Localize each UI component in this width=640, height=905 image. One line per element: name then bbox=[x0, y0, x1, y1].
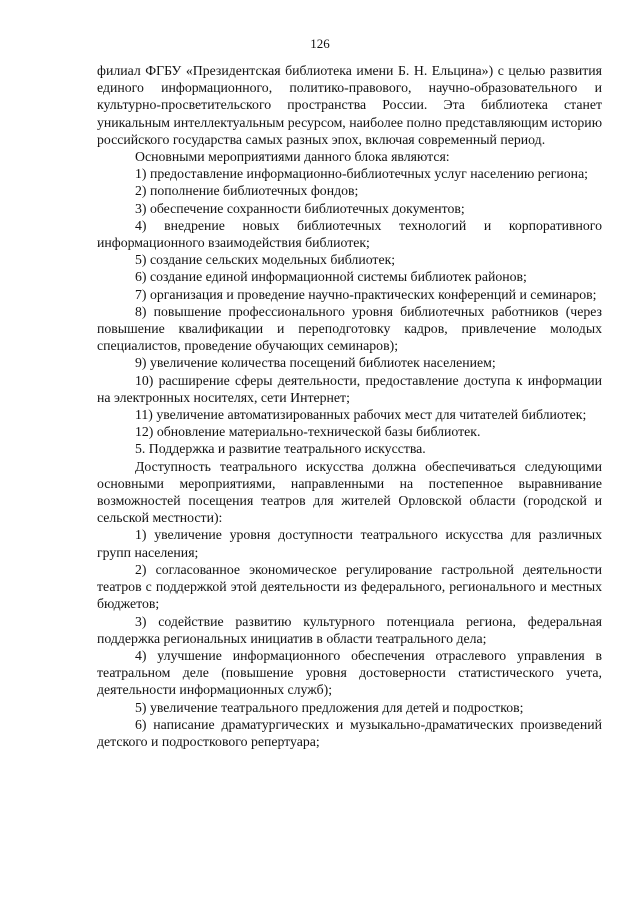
paragraph: 8) повышение профессионального уровня библиотечных работников (через повышение квалификации и переподготовку кадров, привлечение молодых специалистов, проведение обучающих семинаров); bbox=[97, 303, 602, 354]
paragraph: 3) содействие развитию культурного потенциала региона, федеральная поддержка региональных инициатив в области театрального дела; bbox=[97, 613, 602, 646]
paragraph: 2) согласованное экономическое регулирование гастрольной деятельности театров с поддержкой этой деятельности из федерального, регионального и местных бюджетов; bbox=[97, 561, 602, 612]
paragraph: Доступность театрального искусства должна обеспечиваться следующими основными мероприятиями, направленными на постепенное выравнивание возможностей посещения театров для жителей Орловской области (городской и сельской местности): bbox=[97, 458, 602, 526]
paragraph: 6) создание единой информационной системы библиотек районов; bbox=[135, 269, 527, 285]
paragraph: 9) увеличение количества посещений библиотек населением; bbox=[135, 355, 496, 371]
paragraph: филиал ФГБУ «Президентская библиотека имени Б. Н. Ельцина») с целью развития единого информационного, политико-правового, научно-образовательного и культурно-просветительского пространства России. Эта библиотека станет уникальным интеллектуальным ресурсом, наиболее полно представляющим историю российского государства самых разных эпох, включая современный период. bbox=[97, 63, 602, 147]
paragraph: 5) создание сельских модельных библиотек; bbox=[135, 252, 396, 268]
paragraph: 11) увеличение автоматизированных рабочих мест для читателей библиотек; bbox=[135, 407, 587, 423]
paragraph: 7) организация и проведение научно-практических конференций и семинаров; bbox=[135, 286, 597, 302]
paragraph: 2) пополнение библиотечных фондов; bbox=[135, 183, 359, 199]
paragraph: 5. Поддержка и развитие театрального искусства. bbox=[135, 441, 426, 457]
document-body bbox=[97, 62, 602, 750]
paragraph: 12) обновление материально-технической базы библиотек. bbox=[135, 424, 481, 440]
page-number: 126 bbox=[310, 36, 330, 51]
paragraph: 1) предоставление информационно-библиотечных услуг населению региона; bbox=[135, 166, 589, 182]
paragraph: 10) расширение сферы деятельности, предоставление доступа к информации на электронных носителях, сети Интернет; bbox=[97, 372, 602, 405]
paragraph: 1) увеличение уровня доступности театрального искусства для различных групп населения; bbox=[97, 527, 602, 560]
paragraph: Основными мероприятиями данного блока являются: bbox=[135, 149, 450, 165]
paragraph: 6) написание драматургических и музыкально-драматических произведений детского и подросткового репертуара; bbox=[97, 716, 602, 749]
paragraph: 4) внедрение новых библиотечных технологий и корпоративного информационного взаимодействия библиотек; bbox=[97, 217, 602, 251]
paragraph: 4) улучшение информационного обеспечения отраслевого управления в театральном деле (повышение уровня достоверности статистического учета, деятельности информационных служб); bbox=[97, 647, 602, 698]
paragraph: 3) обеспечение сохранности библиотечных документов; bbox=[135, 200, 465, 216]
paragraph: 5) увеличение театрального предложения для детей и подростков; bbox=[135, 699, 524, 715]
